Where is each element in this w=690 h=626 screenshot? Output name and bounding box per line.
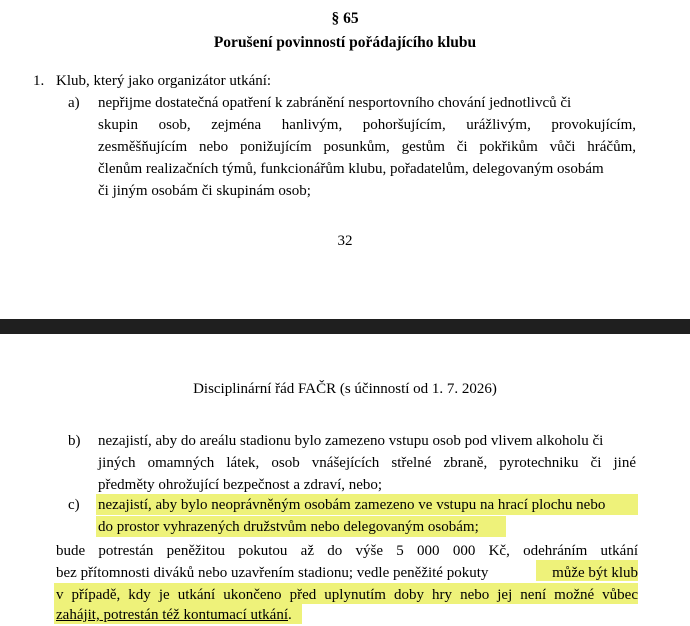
penalty-line-4-end: . bbox=[288, 607, 292, 623]
item-a-line: členům realizačních týmů, funkcionářům klubu, pořadatelům, delegovaným osobám bbox=[98, 161, 604, 177]
penalty-line-2-highlight: může být klub bbox=[552, 565, 638, 581]
penalty-line: bude potrestán peněžitou pokutou až do výše 5 000 000 Kč, odehráním utkání bbox=[56, 543, 638, 559]
item-c-line: nezajistí, aby bylo neoprávněným osobám zamezeno ve vstupu na hrací plochu nebo bbox=[98, 497, 606, 513]
penalty-line-2 bbox=[56, 562, 638, 584]
item-b-line: jiných omamných látek, osob vnášejících střelné zbraně, pyrotechniku či jiné bbox=[98, 455, 636, 471]
section-number: § 65 bbox=[331, 10, 359, 27]
item-b-line: nezajistí, aby do areálu stadionu bylo zamezeno vstupu osob pod vlivem alkoholu či bbox=[98, 433, 604, 449]
item-a-line: nepřijme dostatečná opatření k zabránění nesportovního chování jednotlivců či bbox=[98, 95, 572, 111]
item-c-line: do prostor vyhrazených družstvům nebo delegovaným osobám; bbox=[98, 519, 479, 535]
penalty-line: v případě, kdy je utkání ukončeno před uplynutím doby hry nebo jej není možné vůbec bbox=[56, 587, 638, 603]
item-1-number: 1. bbox=[33, 73, 45, 89]
running-header: Disciplinární řád FAČR (s účinností od 1. 7. 2026) bbox=[193, 381, 497, 397]
item-b-label: b) bbox=[68, 433, 81, 449]
item-a-label: a) bbox=[68, 95, 80, 111]
section-title: Porušení povinností pořádajícího klubu bbox=[213, 34, 477, 51]
item-1-text: Klub, který jako organizátor utkání: bbox=[56, 73, 272, 89]
page-number: 32 bbox=[337, 233, 353, 249]
item-a-line: či jiným osobám či skupinám osob; bbox=[98, 183, 311, 199]
item-b-line: předměty ohrožující bezpečnost a zdraví, nebo; bbox=[98, 477, 383, 493]
page-break-bar bbox=[0, 319, 690, 334]
item-c-label: c) bbox=[68, 497, 80, 513]
penalty-line-2-plain: bez přítomnosti diváků nebo uzavřením stadionu; vedle peněžité pokuty bbox=[56, 565, 489, 581]
item-a-line: skupin osob, zejména hanlivým, pohoršujícím, urážlivým, provokujícím, bbox=[98, 117, 636, 133]
item-a-line: zesměšňujícím nebo ponižujícím posunkům, gestům či pokřikům vůči hráčům, bbox=[98, 139, 636, 155]
penalty-line-4-text: zahájit, potrestán též kontumací utkání bbox=[56, 607, 289, 623]
penalty-line-4 bbox=[56, 604, 292, 626]
